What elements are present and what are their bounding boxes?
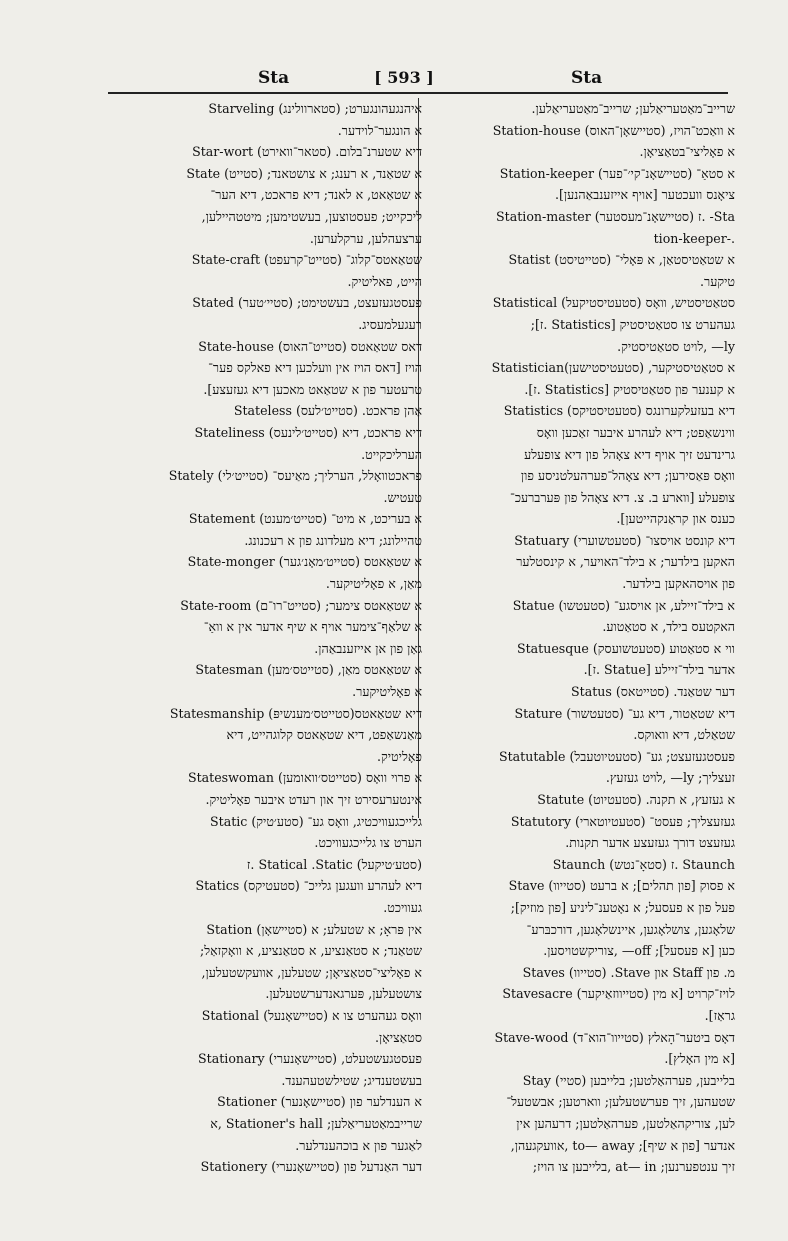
entry-headline: שטאַאטס־קלוג־ (סטייט־קרעפט) State-craft: [191, 252, 422, 268]
entry-continuation: א הונגער־לוידער.: [337, 122, 422, 138]
entry-headline: א שטאַאטס צימער; (סטייט־רו־ם) State-room: [180, 597, 422, 613]
entry-headline: פעסטגעשטעלט, (סטיישאָנערי) Stationary: [198, 1051, 422, 1067]
entry-continuation: טעטיש.: [383, 489, 422, 505]
entry-continuation: האקען בילדער; א בילד־האויער, א קינסטלער: [516, 554, 735, 570]
dictionary-entry: [423, 595, 735, 638]
entry-continuation: כען [א פעסעל]; off— ,צוריקשטויסען.: [543, 943, 735, 959]
entry-continuation: טרעטער פון א שטאַאט מאכען דיא געזעצע].: [203, 381, 422, 397]
dictionary-entry: [110, 336, 422, 401]
dictionary-entry: [110, 919, 422, 1005]
left-column: [110, 98, 422, 1178]
entry-headline: דיא בעזעלקערונגס (סטעטיסטיקס) Statistics: [503, 403, 735, 419]
entry-headline: דיא שטאַטור, דיא גע־ (סטעטשור) Stature: [514, 705, 735, 721]
entry-continuation: .-tion-keeper: [653, 230, 735, 246]
dictionary-entry: [110, 98, 422, 141]
dictionary-entry: [110, 703, 422, 768]
dictionary-entry: [423, 400, 735, 530]
entry-headline: אַהן פראכט. (סטייט׳לעס) Stateless: [233, 403, 422, 419]
dictionary-entry: [423, 854, 735, 876]
left-guide-word: Sta: [258, 68, 290, 88]
entry-headline: א סטאַ־ (סטיישאָנ־קי׳־פער) Station-keeper: [499, 165, 735, 181]
entry-headline: דיא שטערנ־בלום. (סטאר־וואירט) Star-wort: [192, 144, 422, 160]
entry-continuation: צושטעלען, פּערגאנדערשטעלען.: [265, 986, 422, 1002]
header-rule: [108, 92, 728, 94]
entry-headline: פעסטגעזעצט; גע־ (סטעטיוטעבל) Statutable: [498, 748, 735, 764]
entry-continuation: גראַז].: [704, 1007, 735, 1023]
dictionary-entry: [110, 249, 422, 292]
dictionary-entry: [423, 249, 735, 292]
dictionary-entry: [423, 875, 735, 961]
dictionary-entry: [110, 854, 422, 876]
entry-continuation: א שלאַף־צימער אויף א שיף אדער אין א וואַ־: [203, 619, 422, 635]
dictionary-entry: [423, 983, 735, 1026]
entry-headline: מ. פון Staff און Stave. (סטייוו) Staves: [522, 964, 735, 980]
dictionary-entry: [423, 163, 735, 206]
entry-continuation: פון אויסהאקען בילדער.: [622, 576, 735, 592]
entry-continuation: אנדער [פון א שיף]; to— away ,אוועקגעהן,: [510, 1137, 735, 1153]
entry-continuation: ציאָנס וועכטער [אויף אייזענבאַהנען].: [554, 187, 735, 203]
dictionary-entry: [423, 120, 735, 163]
entry-headline: א בעריכט, א מיט־ (סטייט׳מענט) Statement: [188, 511, 422, 527]
entry-headline: דיא קונסט אויסצו־ (סטעטשוערי) Statuary: [514, 532, 735, 548]
dictionary-entry: [423, 530, 735, 595]
entry-headline: Sta- .ז (סטיישאָנ־מעסטער) Station-master: [496, 208, 735, 224]
entry-continuation: א פאָליצי־בטאַציאָן.: [639, 144, 735, 160]
entry-headline: פעסטגעזעצט, בעשטימט; (סטיי׳טער) Stated: [192, 295, 422, 311]
entry-continuation: מאַנשאַפט, דיא שטאַאטס קלוגהייט, דיא: [226, 727, 422, 743]
entry-headline: א פסוק [פון תהלים]; א ברעט (סטייוו) Stave: [508, 878, 735, 894]
dictionary-entry: [110, 659, 422, 702]
dictionary-entry: [110, 292, 422, 335]
dictionary-entry: [423, 1070, 735, 1178]
entry-headline: סטאַטיסטיש, וואָס (סטעטיסטיקעל) Statistical: [492, 295, 735, 311]
entry-continuation: רעגעלמעסיג.: [358, 316, 422, 332]
entry-continuation: ווינשאַפט; דיא לעהרע איבער זאַכען וואָס: [536, 424, 735, 440]
entry-continuation: הויז [דאס הויז אין וועלכען דיא פאלקס פער־: [208, 360, 422, 376]
entry-continuation: פאָליטיק.: [376, 748, 422, 764]
entry-continuation: ליכקייט; פעסטוצען, בעשטימען; מיטטהיילען,: [201, 208, 422, 224]
entry-headline: איהנגעהונגערט; (סטארוולינג) Starveling: [208, 101, 422, 116]
entry-headline: א שטאַאטס (סטייט׳מאָנ׳גער) State-monger: [187, 554, 422, 570]
entry-continuation: טיקער.: [700, 273, 735, 289]
page-number: [ 593 ]: [374, 68, 434, 87]
dictionary-entry: [110, 400, 422, 422]
entry-continuation: שטאַלט, דיא וואוקס.: [633, 727, 735, 743]
entry-continuation: שטעהען, זיך פערשטעלען; ווארטען; אבשטעל־: [506, 1094, 735, 1110]
entry-headline: דיא פראכט, דיא (סטייט׳לינעס) Stateliness: [194, 424, 422, 440]
dictionary-entry: [423, 1027, 735, 1070]
entry-continuation: כענס און קראַנקהייטען].: [616, 511, 735, 527]
entry-headline: דער האַנדעל פון (סטיישאָנערי) Stationery: [200, 1159, 422, 1175]
entry-continuation: שלאָגען, צושלאָגען, איינשלאָגען, דורכבּרע־: [526, 921, 735, 937]
dictionary-entry: [110, 811, 422, 854]
entry-headline: א סטאַטיסטיקער, (סטעטיסטישען)Statistician: [491, 360, 735, 376]
dictionary-entry: [110, 163, 422, 249]
entry-continuation: א שטאַאט, א לאנד; דיא פראכט, דיא הער־: [210, 187, 422, 203]
entry-continuation: פעל פון א פעסעל; א נאָטענ־ליניע [פון מוזיק];: [510, 899, 735, 915]
dictionary-entry: [110, 767, 422, 810]
entry-continuation: סטאַציאָן.: [375, 1029, 422, 1045]
entry-headline: א שטאַטיסטאַן, א פּאָלי־ (סטייטיסט) Statist: [508, 252, 735, 268]
dictionary-entry: [110, 508, 422, 551]
entry-continuation: אינטערעסירט זיך און רעדט איבער פאָליטיק.: [205, 792, 422, 807]
entry-continuation: בעשטענדיג; שטילשטעהענד.: [281, 1072, 422, 1088]
entry-continuation: הערט צו גלייכגעוויכט.: [314, 835, 422, 851]
entry-continuation: שרייבמאַטעריאַלען; Stationer's hall ,א: [210, 1115, 422, 1131]
dictionary-entry: [110, 1091, 422, 1156]
entry-headline: א שטאַנד, א רענג; א צושטאנד; (סטייט) State: [186, 165, 422, 181]
entry-headline: גלייכגעוויכטיג, וואָס גע־ (סטע׳טיק) Static: [210, 813, 422, 829]
dictionary-entry: [423, 638, 735, 681]
entry-headline: אין פּראָ; א שטעלע; א (סטיישאָן) Station: [206, 921, 422, 937]
entry-headline: א פרוי וואָס (סטייטס׳וואומען) Stateswoman: [187, 770, 422, 786]
entry-headline: א געזעץ, א תקנה. (סטעטיוט) Statute: [537, 792, 735, 807]
entry-headline: שרייב־מאַטעריאַלען; שרייב־מאַטעריאַלען.: [531, 101, 735, 116]
entry-continuation: געהערט צו סטאַטיסטיק [Statistics .ז];: [530, 316, 735, 332]
entry-continuation: גאַן פון אן אייזענבאַהן.: [314, 640, 422, 656]
entry-continuation: הייט, פאליטיק.: [347, 273, 422, 289]
entry-continuation: געזעצט דורך געזעצע אדער תקנות.: [565, 835, 735, 851]
entry-headline: דער שטאַנד. (סטייטאס) Status: [571, 684, 735, 700]
entry-continuation: א פאָליצי־סטאַציאָן; שטעלען, אוועקשטעלען,: [201, 964, 422, 980]
entry-headline: געזעצליך; פעסט־ (סטעטיוטארי) Statutory: [510, 813, 735, 829]
entry-headline: Staunch .ז (סטאָ־נטש) Staunch: [552, 856, 735, 872]
entry-headline: דאָס ביטער־הָאלץ (סטייוו־הוא־ד) Stave-wood: [494, 1029, 735, 1045]
entry-continuation: הערליכקייט.: [361, 446, 422, 462]
dictionary-entry: [423, 811, 735, 854]
right-guide-word: Sta: [571, 68, 603, 88]
dictionary-entry: [423, 357, 735, 400]
entry-headline: פראכטוואָלל, הערליך; מאַיעס־ (סטייט׳לי) Stately: [168, 468, 422, 484]
entry-headline: דיא שטאַאטס(סטייטס׳מענשיפּ) Statesmanship: [169, 705, 422, 721]
dictionary-entry: [423, 962, 735, 984]
entry-continuation: שטאַנד; א סטאַנציע, א סטאַנציע, א וואָקזאַל;: [199, 943, 422, 959]
dictionary-entry: [110, 465, 422, 508]
page-header: [0, 68, 788, 92]
dictionary-entry: [110, 1048, 422, 1091]
entry-continuation: ערצעהלען, ערקלערען.: [309, 230, 422, 246]
entry-continuation: וואָס פּאַסירען; דיא צאָהל־פערהעלטניסע פון: [520, 468, 735, 484]
entry-continuation: ly— ,לויט סטאַטיסטיק.: [617, 338, 735, 354]
dictionary-entry: [110, 422, 422, 465]
entry-continuation: צופעלע [ווארע ב. צ. דיא צאָהל פון פּערברעכ־: [510, 489, 735, 505]
entry-headline: א וואַכט־הויז, (סטיישאָן־האוס) Station-house: [492, 122, 735, 138]
entry-continuation: געוויכט.: [383, 899, 422, 915]
entry-headline: ווי א סטאַטוע (סטעטשועסק) Statuesque: [516, 640, 735, 656]
dictionary-entry: [423, 206, 735, 249]
entry-headline: וואָס געהערט צו א (סטיישאָנעל) Stational: [201, 1007, 422, 1023]
entry-headline: א הענדלער פון (סטיישאָנער) Stationer: [217, 1094, 422, 1110]
entry-headline: לויז־קרויט [א מין (סטייווזאַיקער) Stavesacre: [502, 986, 735, 1002]
dictionary-entry: [423, 98, 735, 120]
entry-headline: דאס שטאַאטס (סטייט־האוס) State-house: [198, 338, 422, 354]
entry-continuation: האקטעס בילד, א סטאַטוע.: [602, 619, 735, 635]
entry-headline: א בילד־זיילע, אן אויסגע־ (סטעטשו) Statue: [512, 597, 735, 613]
dictionary-entry: [110, 141, 422, 163]
entry-continuation: א קענער פון סטאַטיסטיק [Statistics .ז].: [524, 381, 735, 397]
entry-continuation: גרינדעט זיך אויף דיא צאָהל פון דיא צופעלע: [524, 446, 735, 462]
entry-headline: דיא לעהרע וועגען גלייכ־ (סטעטיקס) Statics: [195, 878, 422, 894]
entry-continuation: אדער בילד־זיילע [Statue .ז].: [583, 662, 735, 678]
dictionary-entry: [423, 789, 735, 811]
dictionary-entry: [110, 595, 422, 660]
dictionary-entry: [110, 875, 422, 918]
entry-continuation: זיך ענטפערנען; at— in ,בלייבען צו הויז;: [532, 1159, 735, 1175]
entry-continuation: לען, צוריקהאַלטען, פערהאַלטען; דרעהען אין: [516, 1115, 735, 1131]
dictionary-entry: [110, 551, 422, 594]
entry-headline: א שטאַאטס מאַן, (סטייטס׳מען) Statesman: [195, 662, 422, 678]
entry-headline: (סטע׳טיקעל) Statical .Static .ז: [246, 856, 422, 872]
dictionary-entry: [423, 681, 735, 703]
right-column: [423, 98, 735, 1178]
dictionary-entry: [423, 292, 735, 357]
entry-headline: בלייבען, פערהאַלטען; בלייבען (סטיי) Stay: [522, 1072, 735, 1088]
entry-continuation: טהיילונג; דיא מעלדונג פון א רעכנונג.: [244, 532, 422, 548]
entry-continuation: לאַגער פון א בוכהענדלער.: [295, 1137, 422, 1153]
dictionary-entry: [423, 746, 735, 789]
entry-continuation: א פאָליטיקער.: [352, 684, 422, 700]
entry-continuation: [א מין האָלץ].: [664, 1051, 735, 1067]
entry-continuation: זעצליך; ly— ,לויט געזעץ.: [605, 770, 735, 786]
dictionary-entry: [423, 703, 735, 746]
dictionary-entry: [110, 1156, 422, 1178]
entry-continuation: מאַן, א פאָליטיקער.: [325, 576, 422, 592]
dictionary-entry: [110, 1005, 422, 1048]
